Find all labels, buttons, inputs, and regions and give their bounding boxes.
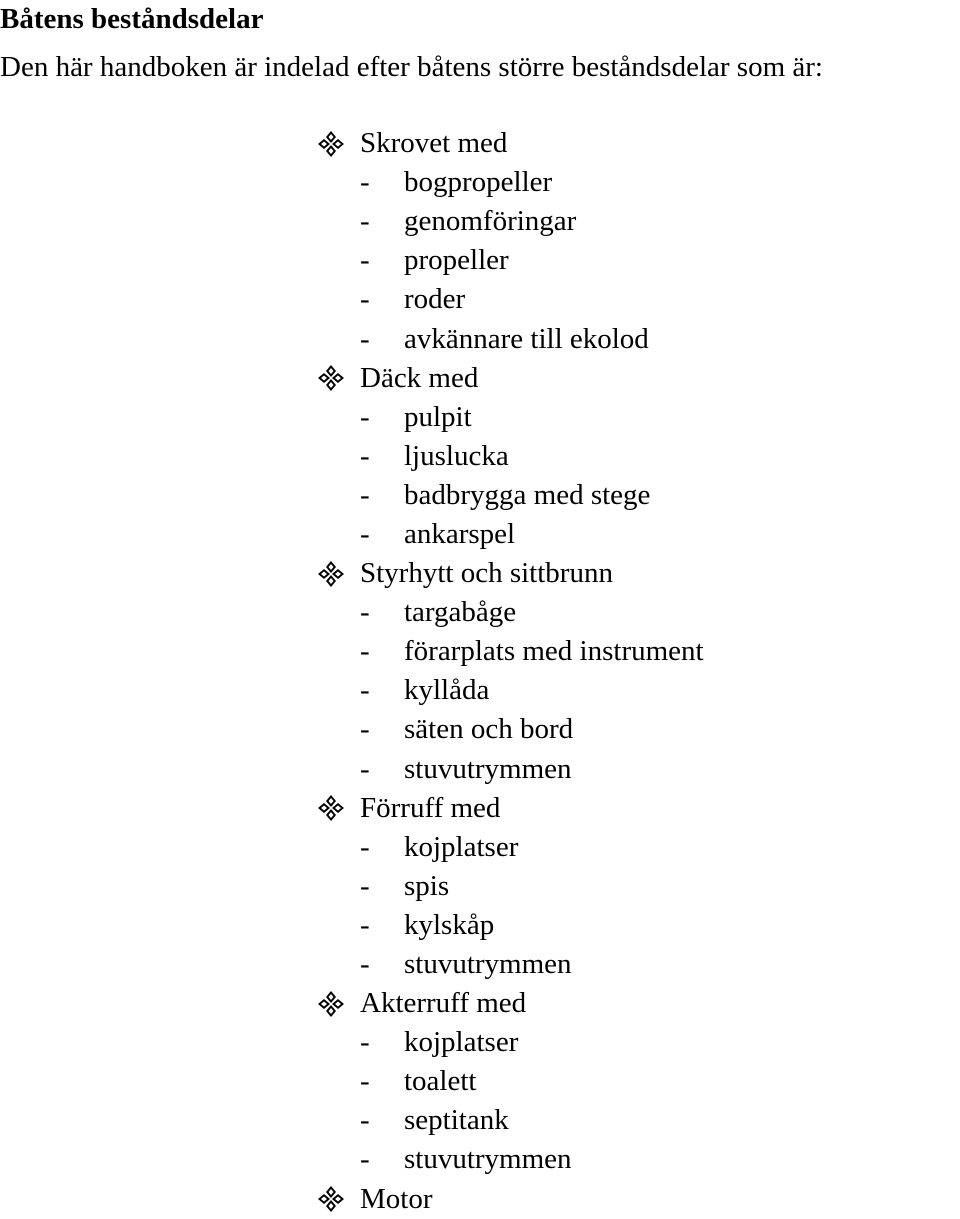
section-heading	[318, 789, 704, 828]
list-item	[318, 632, 704, 671]
section-styrhytt	[318, 554, 704, 789]
list-item-label: roder	[404, 283, 466, 316]
dash: -	[360, 635, 370, 668]
list-item-label: kojplatser	[404, 1026, 519, 1059]
list-item	[318, 241, 704, 280]
section-heading	[318, 359, 704, 398]
list-item-label: propeller	[404, 244, 509, 277]
section-heading	[318, 984, 704, 1023]
list-item-label: stuvutrymmen	[404, 752, 572, 785]
dash: -	[360, 1104, 370, 1137]
list-item	[318, 1101, 704, 1140]
list-item-label: genomföringar	[404, 205, 577, 238]
list-item	[318, 671, 704, 710]
list-item	[318, 437, 704, 476]
section-label: Styrhytt och sittbrunn	[360, 557, 613, 590]
dash: -	[360, 1026, 370, 1059]
list-item-label: pulpit	[404, 400, 472, 433]
component-list	[318, 124, 704, 1219]
list-item	[318, 1140, 704, 1179]
section-heading	[318, 554, 704, 593]
four-diamond-bullet-icon	[318, 795, 344, 821]
section-heading	[318, 124, 704, 163]
list-item	[318, 1023, 704, 1062]
section-skrovet	[318, 124, 704, 359]
list-item	[318, 319, 704, 358]
dash: -	[360, 713, 370, 746]
dash: -	[360, 830, 370, 863]
section-forruff	[318, 789, 704, 984]
dash: -	[360, 948, 370, 981]
list-item-label: ankarspel	[404, 517, 516, 550]
dash: -	[360, 752, 370, 785]
section-label: Skrovet med	[360, 127, 508, 160]
list-item-label: förarplats med instrument	[404, 635, 704, 668]
intro-text: Den här handboken är indelad efter båtens större beståndsdelar som är:	[0, 51, 823, 83]
list-item	[318, 476, 704, 515]
list-item-label: kylskåp	[404, 908, 495, 941]
dash: -	[360, 400, 370, 433]
list-item	[318, 1062, 704, 1101]
list-item	[318, 163, 704, 202]
dash: -	[360, 908, 370, 941]
four-diamond-bullet-icon	[318, 991, 344, 1017]
list-item	[318, 906, 704, 945]
list-item-label: säten och bord	[404, 713, 574, 746]
section-heading	[318, 1180, 704, 1219]
list-item	[318, 593, 704, 632]
dash: -	[360, 1065, 370, 1098]
dash: -	[360, 322, 370, 355]
dash: -	[360, 1143, 370, 1176]
list-item	[318, 945, 704, 984]
section-label: Motor	[360, 1182, 433, 1215]
dash: -	[360, 596, 370, 629]
list-item	[318, 515, 704, 554]
list-item	[318, 710, 704, 749]
dash: -	[360, 478, 370, 511]
page-title: Båtens beståndsdelar	[0, 3, 264, 35]
list-item-label: badbrygga med stege	[404, 478, 651, 511]
list-item-label: kojplatser	[404, 830, 519, 863]
four-diamond-bullet-icon	[318, 561, 344, 587]
list-item	[318, 867, 704, 906]
section-label: Förruff med	[360, 791, 501, 824]
list-item-label: spis	[404, 869, 450, 902]
list-item-label: targabåge	[404, 596, 517, 629]
dash: -	[360, 869, 370, 902]
list-item-label: avkännare till ekolod	[404, 322, 649, 355]
section-motor	[318, 1180, 704, 1219]
dash: -	[360, 517, 370, 550]
section-dack	[318, 359, 704, 554]
list-item	[318, 750, 704, 789]
four-diamond-bullet-icon	[318, 1186, 344, 1212]
list-item	[318, 280, 704, 319]
list-item	[318, 398, 704, 437]
section-akterruff	[318, 984, 704, 1179]
dash: -	[360, 674, 370, 707]
section-label: Akterruff med	[360, 987, 527, 1020]
list-item	[318, 202, 704, 241]
list-item-label: bogpropeller	[404, 166, 553, 199]
list-item-label: kyllåda	[404, 674, 490, 707]
dash: -	[360, 244, 370, 277]
four-diamond-bullet-icon	[318, 131, 344, 157]
dash: -	[360, 439, 370, 472]
list-item	[318, 828, 704, 867]
four-diamond-bullet-icon	[318, 365, 344, 391]
section-label: Däck med	[360, 361, 479, 394]
dash: -	[360, 205, 370, 238]
list-item-label: stuvutrymmen	[404, 1143, 572, 1176]
dash: -	[360, 283, 370, 316]
list-item-label: ljuslucka	[404, 439, 509, 472]
list-item-label: toalett	[404, 1065, 477, 1098]
dash: -	[360, 166, 370, 199]
list-item-label: stuvutrymmen	[404, 948, 572, 981]
list-item-label: septitank	[404, 1104, 509, 1137]
